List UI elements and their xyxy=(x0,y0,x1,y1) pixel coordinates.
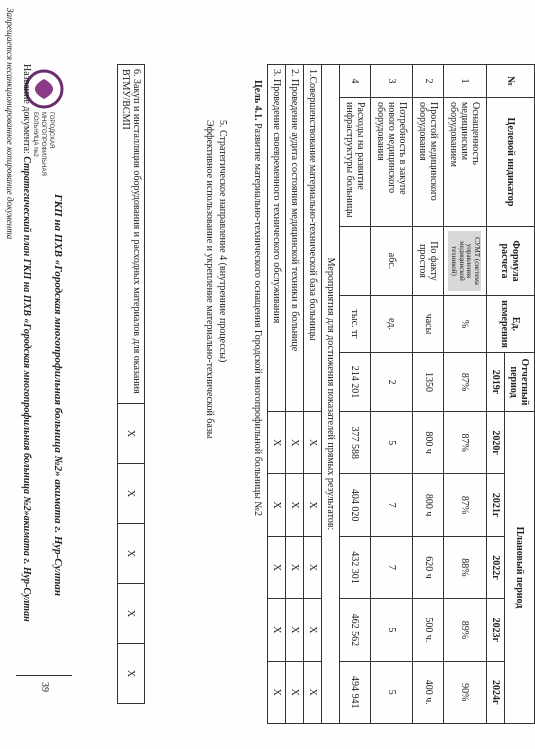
measure-row xyxy=(268,65,286,724)
measures-title-row xyxy=(322,65,340,724)
header-num: № xyxy=(486,65,534,98)
value-cell: 5 xyxy=(370,412,413,474)
mark-cell: X xyxy=(118,464,145,524)
header-title: ГКП на ПХВ «Городская многопрофильная больница №2» акимата г. Нур-Султан xyxy=(52,194,64,597)
year-cell: 2022г xyxy=(486,536,504,598)
value-cell: 800 ч xyxy=(413,474,443,536)
value-cell: 377 588 xyxy=(340,412,370,474)
value-cell: 500 ч. xyxy=(413,599,443,661)
mark-cell: X xyxy=(268,412,286,474)
measure-text: 2. Проведение аудита состояния медицинской техники в больнице xyxy=(286,65,304,412)
row-formula xyxy=(340,227,370,296)
measure-text: 1.Совершенствование материально-технической база больницы xyxy=(304,65,322,412)
value-cell: 400 ч. xyxy=(413,661,443,723)
table-header-row xyxy=(504,65,534,724)
mark-cell: X xyxy=(286,661,304,723)
header-indicator: Целевой индикатор xyxy=(486,98,534,227)
value-cell: 87% xyxy=(443,412,486,474)
mark-cell: X xyxy=(268,474,286,536)
value-cell: 2 xyxy=(370,353,413,412)
svg-text:МНОГОПРОФИЛЬНАЯ: МНОГОПРОФИЛЬНАЯ xyxy=(40,112,46,176)
doc-label: Название документа: xyxy=(21,64,32,154)
table-row xyxy=(413,65,443,724)
mark-cell: X xyxy=(286,599,304,661)
mark-cell: X xyxy=(304,661,322,723)
mark-cell: X xyxy=(286,536,304,598)
mark-cell: X xyxy=(304,474,322,536)
value-cell: 7 xyxy=(370,536,413,598)
value-cell: 88% xyxy=(443,536,486,598)
row-unit: тыс. тг xyxy=(340,296,370,353)
row-unit: % xyxy=(443,296,486,353)
mark-cell: X xyxy=(304,536,322,598)
value-cell: 7 xyxy=(370,474,413,536)
measure-row xyxy=(286,65,304,724)
goal-label: Цель 4.1. xyxy=(252,80,263,121)
year-cell: 2019г xyxy=(486,353,504,412)
mark-cell: X xyxy=(286,474,304,536)
top-activity-table xyxy=(117,64,145,704)
table-row xyxy=(340,65,370,724)
goal-text: Развитие материально-технического оснащения Городской многопрофильной больницы №2 xyxy=(252,123,263,516)
mark-cell: X xyxy=(304,599,322,661)
goal-heading xyxy=(252,80,263,516)
doc-name: Стратегический план ГКП на ПХВ «Городская многопрофильная больница №2»акимата г. Нур-Султан xyxy=(21,156,32,622)
value-cell: 800 ч xyxy=(413,412,443,474)
mark-cell: X xyxy=(268,536,286,598)
value-cell: 214 201 xyxy=(340,353,370,412)
value-cell: 494 941 xyxy=(340,661,370,723)
value-cell: 90% xyxy=(443,661,486,723)
year-cell: 2021г xyxy=(486,474,504,536)
year-cell: 2024г xyxy=(486,661,504,723)
value-cell: 620 ч xyxy=(413,536,443,598)
copy-warning: Запрещается несанкционированное копирование документа xyxy=(5,8,15,240)
row-indicator: Расходы на развитие инфраструктуры больницы xyxy=(340,98,370,227)
value-cell: 404 020 xyxy=(340,474,370,536)
mark-cell: X xyxy=(118,584,145,644)
header-unit: Ед. измерения xyxy=(486,296,534,353)
row-formula: По факту простоя xyxy=(413,227,443,296)
row-indicator: Простой медицинского оборудования xyxy=(413,98,443,227)
header-plan: Плановый период xyxy=(504,412,534,724)
value-cell: 432 301 xyxy=(340,536,370,598)
measure-text: 3. Проведение своевременного технического обслуживания xyxy=(268,65,286,412)
year-cell: 2023г xyxy=(486,599,504,661)
row-num: 4 xyxy=(340,65,370,98)
value-cell: 89% xyxy=(443,599,486,661)
row-formula: абс. xyxy=(370,227,413,296)
activity-row xyxy=(118,65,145,704)
mark-cell: X xyxy=(118,644,145,704)
row-indicator: Потребность в закупе нового медицинского оборудования xyxy=(370,98,413,227)
mark-cell: X xyxy=(118,524,145,584)
strategic-direction xyxy=(202,120,230,680)
formula-badge: СУМТ (система управления медицинской техникой) xyxy=(448,231,481,291)
indicators-table xyxy=(267,64,535,724)
value-cell: 462 562 xyxy=(340,599,370,661)
mark-cell: X xyxy=(286,412,304,474)
header-formula: Формула расчета xyxy=(486,227,534,296)
mark-cell: X xyxy=(268,661,286,723)
value-cell: 87% xyxy=(443,474,486,536)
measures-title: Мероприятия для достижения показателей прямых результатов: xyxy=(322,65,340,724)
value-cell: 5 xyxy=(370,661,413,723)
row-unit: часы xyxy=(413,296,443,353)
table-row xyxy=(370,65,413,724)
row-unit: ед. xyxy=(370,296,413,353)
activity-text: 6. Закуп и инсталляция оборудования и расходных материалов для оказания ВТМУ/ВСМП xyxy=(118,65,145,404)
svg-text:БОЛЬНИЦА №2: БОЛЬНИЦА №2 xyxy=(32,112,38,157)
header-report: Отчетный период xyxy=(504,353,534,412)
row-indicator: Оснащенность медицинским оборудованием xyxy=(443,98,486,227)
mark-cell: X xyxy=(268,599,286,661)
page-number: 39 xyxy=(16,675,72,698)
document-name-line xyxy=(21,64,32,622)
value-cell: 5 xyxy=(370,599,413,661)
svg-text:ГОРОДСКАЯ: ГОРОДСКАЯ xyxy=(48,112,54,149)
value-cell: 87% xyxy=(443,353,486,412)
year-cell: 2020г xyxy=(486,412,504,474)
measure-row xyxy=(304,65,322,724)
row-num: 3 xyxy=(370,65,413,98)
row-num: 1 xyxy=(443,65,486,98)
mark-cell: X xyxy=(118,404,145,464)
document-header xyxy=(12,64,72,704)
direction-subtitle: Эффективное использование и укрепление материально-технической базы xyxy=(204,120,215,439)
table-row xyxy=(443,65,486,724)
row-num: 2 xyxy=(413,65,443,98)
mark-cell: X xyxy=(304,412,322,474)
value-cell: 1350 xyxy=(413,353,443,412)
direction-title: 5. Стратегическое направление 4 (внутренние процессы) xyxy=(217,120,228,363)
